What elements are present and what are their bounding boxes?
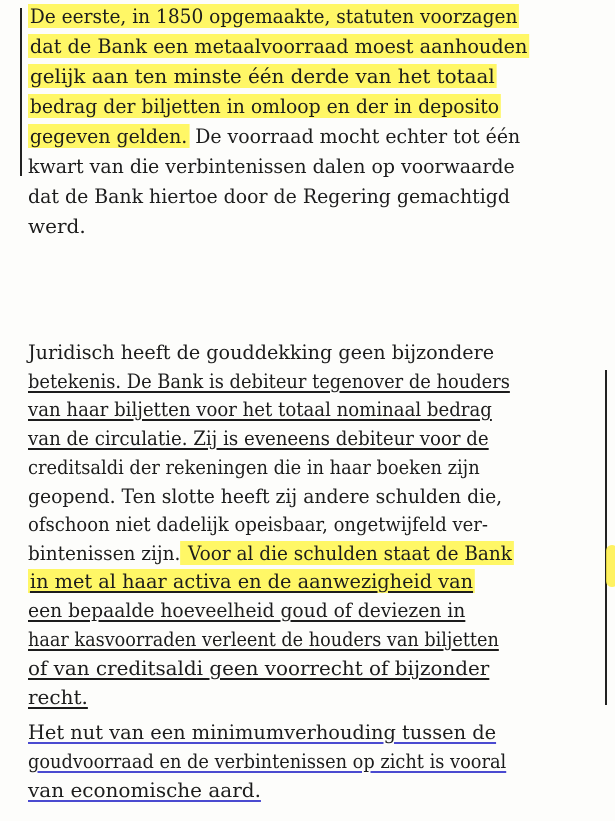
text-line: Juridisch heeft de gouddekking geen bijzondere [28,340,495,364]
paragraph-1 [28,4,600,244]
text-line: kwart van die verbintenissen dalen op voorwaarde [28,154,515,178]
text-line: De voorraad mocht echter tot één [189,124,521,148]
text-line: in met al haar activa en de aanwezigheid van [29,569,474,593]
text-line: creditsaldi der rekeningen die in haar boeken zijn [28,455,480,479]
text-line: recht. [28,685,88,709]
paragraph-3 [28,720,600,816]
text-line: van haar biljetten voor het totaal nominaal bedrag [28,397,492,421]
text-line: bintenissen zijn. [28,541,181,565]
text-line: gegeven gelden. [29,124,188,148]
text-line: van de circulatie. Zij is eveneens debiteur voor de [28,426,489,450]
margin-line-right [605,370,607,705]
text-line: geopend. Ten slotte heeft zij andere schulden die, [28,484,503,508]
text-line: haar kasvoorraden verleent de houders van biljetten [28,627,499,651]
text-line: dat de Bank een metaalvoorraad moest aanhouden [29,34,528,58]
text-line: ofschoon niet dadelijk opeisbaar, ongetwijfeld ver- [28,512,488,536]
highlight-mark-edge [606,545,615,587]
text-line: goudvoorraad en de verbintenissen op zicht is vooral [28,749,507,773]
text-line: van economische aard. [28,778,261,802]
text-line: Voor al die schulden staat de Bank [182,541,512,565]
text-line: of van creditsaldi geen voorrecht of bijzonder [28,656,490,680]
text-line: bedrag der biljetten in omloop en der in deposito [29,94,500,118]
text-line: gelijk aan ten minste één derde van het totaal [29,64,495,88]
text-line: dat de Bank hiertoe door de Regering gemachtigd [28,184,510,208]
text-line: De eerste, in 1850 opgemaakte, statuten voorzagen [29,4,518,28]
text-line: betekenis. De Bank is debiteur tegenover de houders [28,369,510,393]
text-line: een bepaalde hoeveelheid goud of deviezen in [28,598,466,622]
paragraph-2 [28,340,600,720]
margin-line-left [20,8,22,176]
text-line: werd. [28,214,86,238]
text-line: Het nut van een minimumverhouding tussen de [28,720,497,744]
